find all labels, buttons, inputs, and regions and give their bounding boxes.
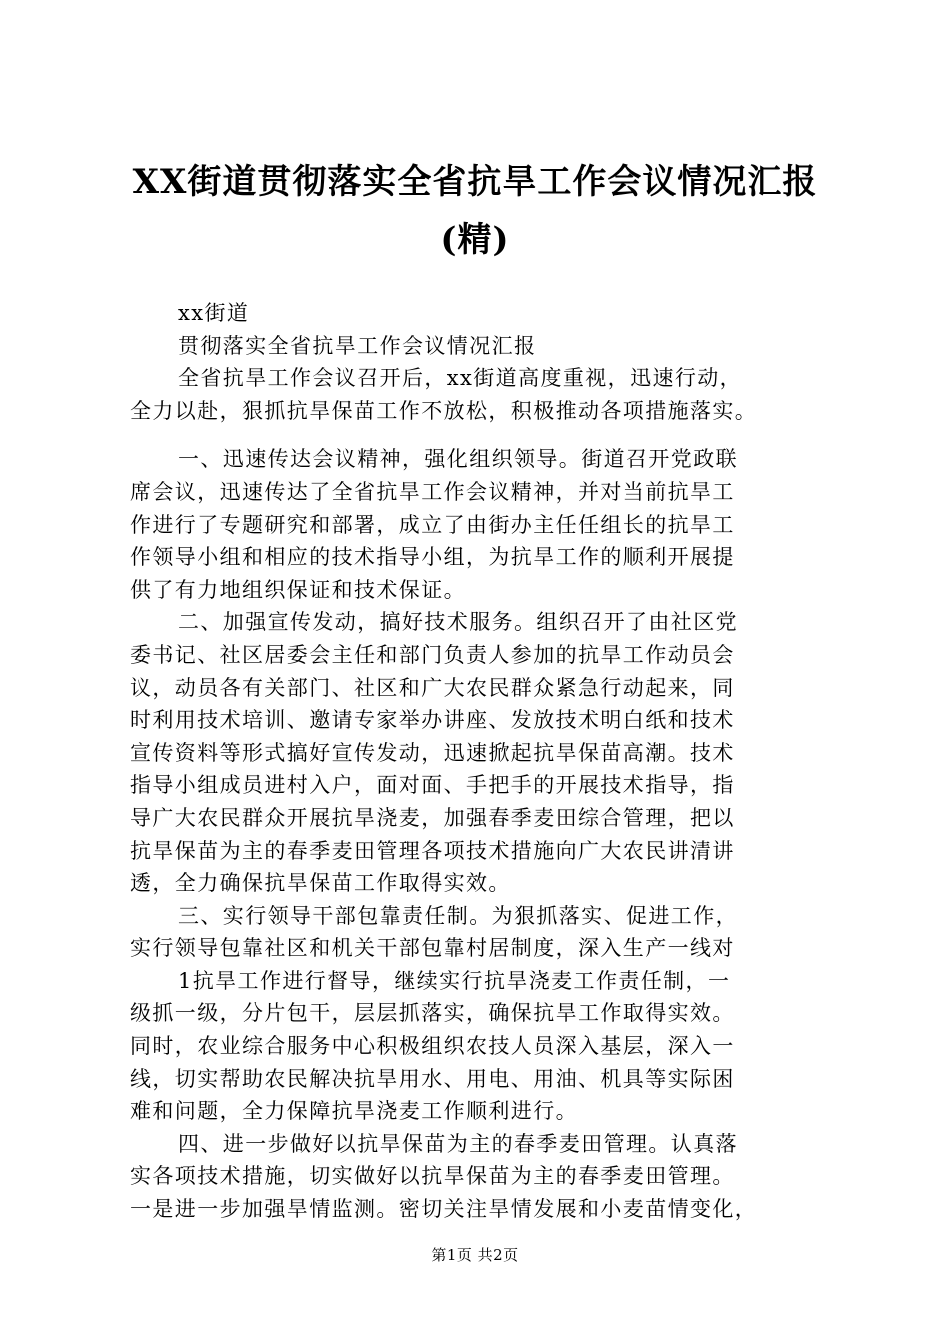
body-line: 实行领导包靠社区和机关干部包靠村居制度，深入生产一线对	[130, 936, 735, 961]
body-line: 供了有力地组织保证和技术保证。	[130, 577, 466, 602]
body-line: 作进行了专题研究和部署，成立了由街办主任任组长的抗旱工	[130, 512, 735, 537]
body-line: 透，全力确保抗旱保苗工作取得实效。	[130, 871, 511, 896]
body-line: 一是进一步加强旱情监测。密切关注旱情发展和小麦苗情变化，	[130, 1197, 758, 1222]
body-line: 三、实行领导干部包靠责任制。为狠抓落实、促进工作，	[178, 903, 738, 928]
body-line: 二、加强宣传发动，搞好技术服务。组织召开了由社区党	[178, 610, 738, 635]
body-line: 导广大农民群众开展抗旱浇麦，加强春季麦田综合管理，把以	[130, 805, 735, 830]
body-line: 时利用技术培训、邀请专家举办讲座、发放技术明白纸和技术	[130, 708, 735, 733]
body-line: xx街道	[178, 301, 250, 325]
body-line: 线，切实帮助农民解决抗旱用水、用电、用油、机具等实际困	[130, 1066, 735, 1091]
body-line: 难和问题，全力保障抗旱浇麦工作顺利进行。	[130, 1099, 578, 1124]
document-body	[130, 297, 830, 1226]
body-line: 抗旱保苗为主的春季麦田管理各项技术措施向广大农民讲清讲	[130, 838, 735, 863]
page-footer: 第1页 共2页	[431, 1246, 519, 1264]
body-line: 作领导小组和相应的技术指导小组，为抗旱工作的顺利开展提	[130, 545, 735, 570]
document-title: XX街道贯彻落实全省抗旱工作会议情况汇报	[132, 162, 818, 202]
body-line: 指导小组成员进村入户，面对面、手把手的开展技术指导，指	[130, 773, 735, 798]
body-line: 1抗旱工作进行督导，继续实行抗旱浇麦工作责任制，一	[178, 968, 731, 993]
body-line: 全力以赴，狠抓抗旱保苗工作不放松，积极推动各项措施落实。	[130, 398, 758, 423]
body-line: 同时，农业综合服务中心积极组织农技人员深入基层，深入一	[130, 1034, 735, 1059]
body-line: 席会议，迅速传达了全省抗旱工作会议精神，并对当前抗旱工	[130, 479, 735, 504]
body-line: 级抓一级，分片包干，层层抓落实，确保抗旱工作取得实效。	[130, 1001, 735, 1026]
body-line: 四、进一步做好以抗旱保苗为主的春季麦田管理。认真落	[178, 1131, 738, 1156]
body-line: 实各项技术措施，切实做好以抗旱保苗为主的春季麦田管理。	[130, 1164, 735, 1189]
body-line: 宣传资料等形式搞好宣传发动，迅速掀起抗旱保苗高潮。技术	[130, 740, 735, 765]
body-line: 贯彻落实全省抗旱工作会议情况汇报	[178, 333, 537, 358]
body-line: 一、迅速传达会议精神，强化组织领导。街道召开党政联	[178, 447, 738, 472]
document-title-suffix: (精)	[440, 220, 510, 260]
body-line: 议，动员各有关部门、社区和广大农民群众紧急行动起来，同	[130, 675, 735, 700]
body-line: 委书记、社区居委会主任和部门负责人参加的抗旱工作动员会	[130, 642, 735, 667]
paragraph-gap	[130, 427, 830, 443]
body-line: 全省抗旱工作会议召开后，xx街道高度重视，迅速行动，	[178, 366, 743, 391]
